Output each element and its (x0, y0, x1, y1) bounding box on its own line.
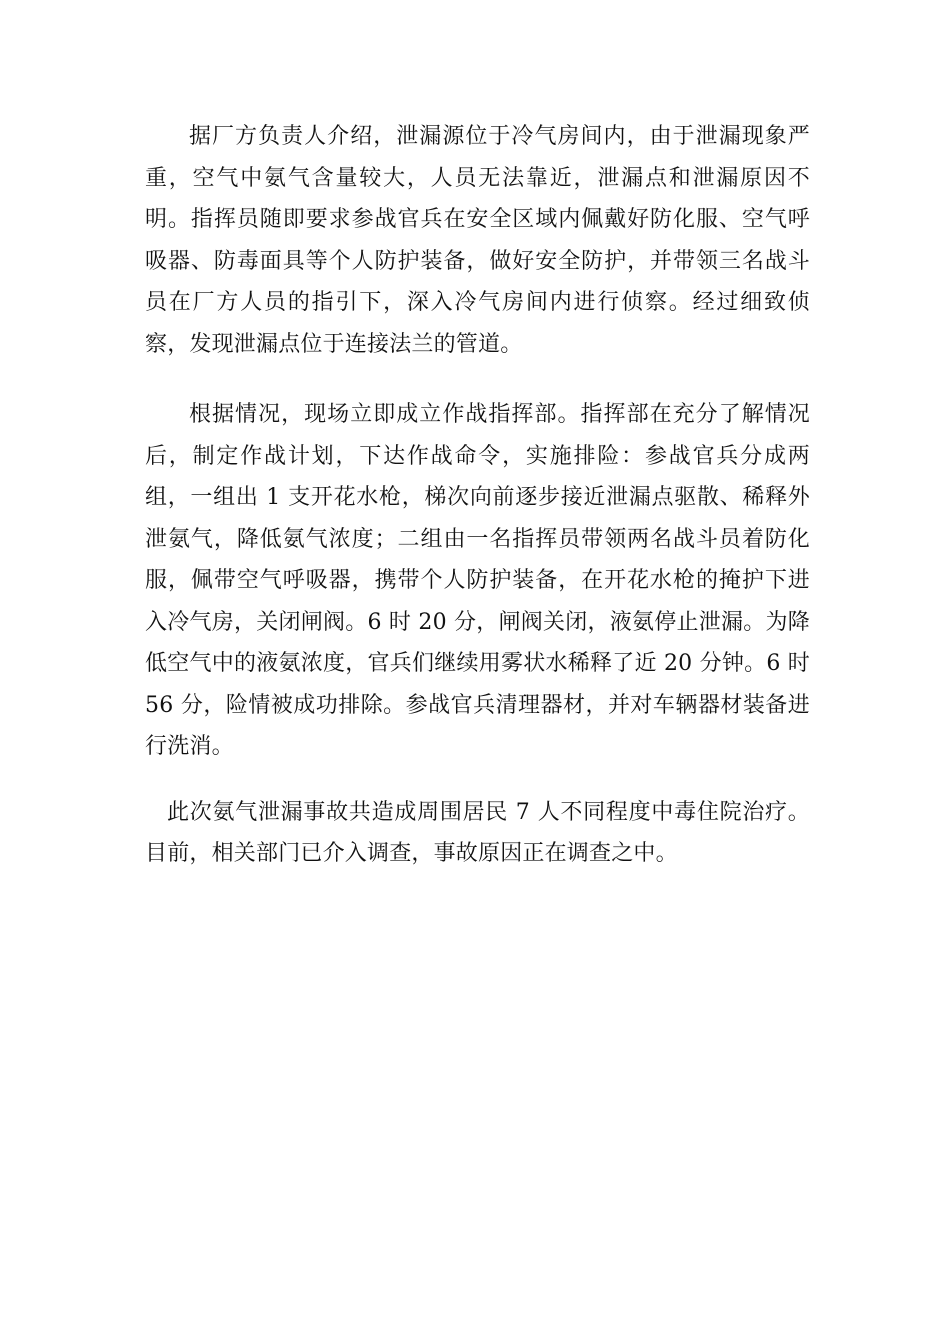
paragraph-operation: 根据情况，现场立即成立作战指挥部。指挥部在充分了解情况后，制定作战计划，下达作战命令，实施排险：参战官兵分成两组，一组出 1 支开花水枪，梯次向前逐步接近泄漏点驱散、稀释外泄氨气，降低氨气浓度；二组由一名指挥员带领两名战斗员着防化服，佩带空气呼吸器，携带个人防护装备，在开花水枪的掩护下进入冷气房，关闭闸阀。6 时 20 分，闸阀关闭，液氨停止泄漏。为降低空气中的液氨浓度，官兵们继续用雾状水稀释了近 20 分钟。6 时 56 分，险情被成功排除。参战官兵清理器材，并对车辆器材装备进行洗消。 (145, 402, 810, 759)
paragraph-investigation: 据厂方负责人介绍，泄漏源位于冷气房间内，由于泄漏现象严重，空气中氨气含量较大，人员无法靠近，泄漏点和泄漏原因不明。指挥员随即要求参战官兵在安全区域内佩戴好防化服、空气呼吸器、防毒面具等个人防护装备，做好安全防护，并带领三名战斗员在厂方人员的指引下，深入冷气房间内进行侦察。经过细致侦察，发现泄漏点位于连接法兰的管道。 (145, 124, 810, 357)
paragraph-outcome: 此次氨气泄漏事故共造成周围居民 7 人不同程度中毒住院治疗。目前，相关部门已介入调查，事故原因正在调查之中。 (145, 799, 810, 866)
document-body (145, 116, 810, 875)
